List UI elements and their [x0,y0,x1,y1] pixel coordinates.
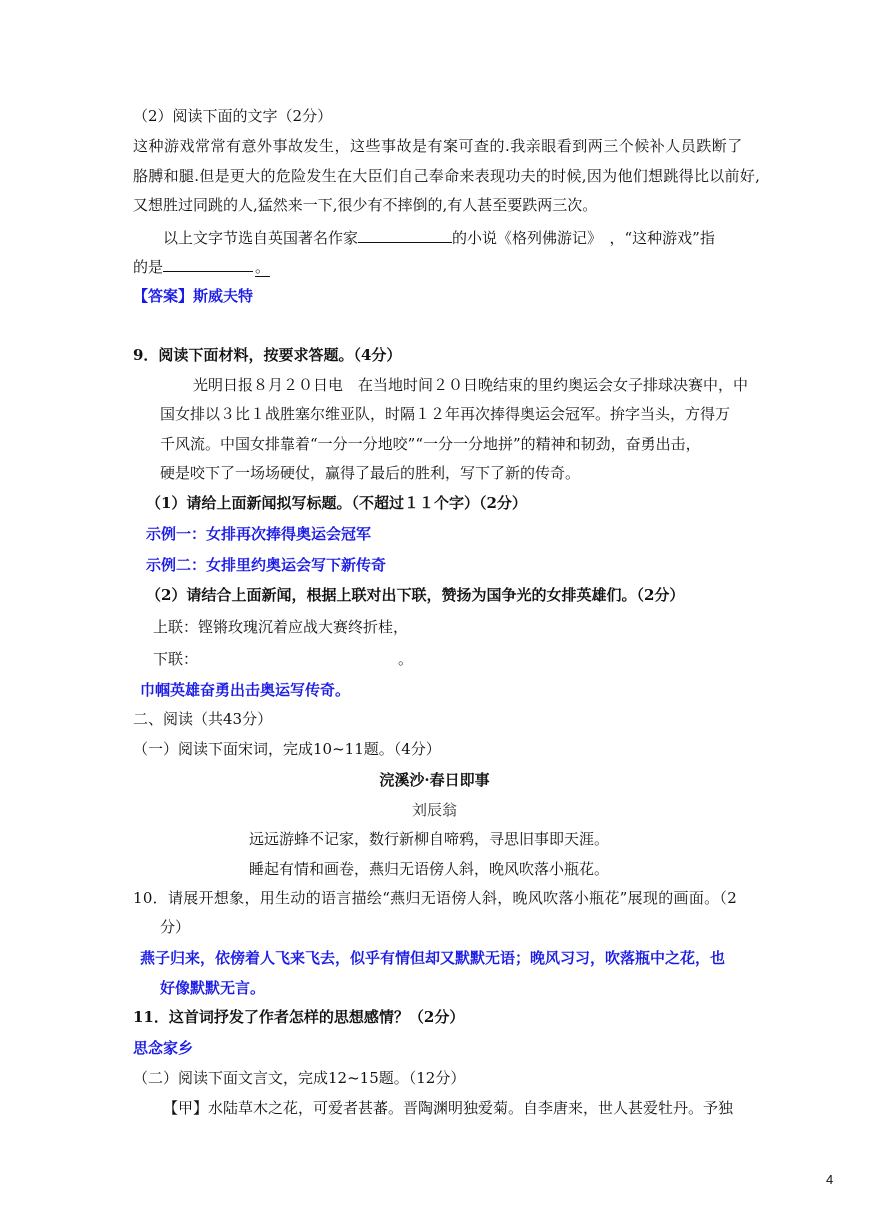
q8-question-part-d: 。 [255,258,271,276]
q8-question [163,226,715,248]
poem-line-2: 睡起有情和画卷，燕归无语傍人斜，晚风吹落小瓶花。 [249,860,610,878]
q9-lower-label: 下联： [153,650,199,668]
q9-lower-end: 。 [398,650,414,668]
q8-question-cont [133,255,270,277]
poem-author: 刘辰翁 [411,801,457,819]
q10-line-1: 10．请展开想象，用生动的语言描绘“燕归无语傍人斜，晚风吹落小瓶花”展现的画面。（2 [133,889,738,907]
q8-question-part-c: 的是 [133,258,164,276]
q11-question: 11．这首词抒发了作者怎样的思想感情？（2分） [133,1008,465,1026]
q9-sub2: （2）请结合上面新闻，根据上联对出下联，赞扬为国争光的女排英雄们。（2分） [146,586,685,604]
q8-passage-line-2: 胳膊和腿.但是更大的危险发生在大臣们自己奉命来表现功夫的时候,因为他们想跳得比以前好, [133,167,761,185]
answer-blank-game[interactable] [163,255,253,272]
q10-answer-line-2: 好像默默无言。 [160,979,266,997]
q8-question-part-b: 的小说《格列佛游记》 ，“这种游戏”指 [452,229,715,247]
section2-part2: （二）阅读下面文言文，完成12~15题。（12分） [133,1069,466,1087]
answer-blank-author[interactable] [358,226,452,243]
q9-title: 9．阅读下面材料，按要求答题。（4分） [133,346,402,364]
q9-upper-couplet: 上联：铿锵玫瑰沉着应战大赛终折桂， [153,618,409,636]
q9-news-line-1: 光明日报８月２０日电 在当地时间２０日晚结束的里约奥运会女子排球决赛中，中 [193,376,749,394]
q8-sub2-title: （2）阅读下面的文字（2分） [133,107,333,125]
page-number: 4 [826,1172,834,1187]
section2-title: 二、阅读（共43分） [133,710,273,728]
q9-news-line-3: 千风流。中国女排靠着“一分一分地咬”“一分一分地拼”的精神和韧劲，奋勇出击， [160,435,701,453]
q8-question-part-a: 以上文字节选自英国著名作家 [163,229,359,247]
q9-sub1: （1）请给上面新闻拟写标题。（不超过１１个字）（2分） [146,494,527,512]
q9-answer: 巾帼英雄奋勇出击奥运写传奇。 [140,681,351,699]
q9-example-2: 示例二：女排里约奥运会写下新传奇 [146,556,387,574]
classical-text-line-1: 【甲】水陆草木之花，可爱者甚蕃。晋陶渊明独爱菊。自李唐来，世人甚爱牡丹。予独 [163,1099,734,1117]
q8-passage-line-1: 这种游戏常常有意外事故发生，这些事故是有案可查的.我亲眼看到两三个候补人员跌断了 [133,137,743,155]
q9-news-line-4: 硬是咬下了一场场硬仗，赢得了最后的胜利，写下了新的传奇。 [160,464,581,482]
q11-answer: 思念家乡 [133,1039,194,1057]
q8-passage-line-3: 又想胜过同跳的人,猛然来一下,很少有不摔倒的,有人甚至要跌两三次。 [133,196,598,214]
q9-example-1: 示例一：女排再次捧得奥运会冠军 [146,525,372,543]
q10-answer-line-1: 燕子归来，依傍着人飞来飞去，似乎有情但却又默默无语；晚风习习，吹落瓶中之花，也 [140,949,726,967]
q8-answer: 【答案】斯威夫特 [133,287,254,305]
poem-title: 浣溪沙·春日即事 [379,771,490,789]
poem-line-1: 远远游蜂不记家，数行新柳自啼鸦，寻思旧事即天涯。 [249,830,610,848]
q9-news-line-2: 国女排以３比１战胜塞尔维亚队，时隔１２年再次捧得奥运会冠军。拚字当头，方得万 [160,405,731,423]
q10-line-2: 分） [160,918,191,936]
q9-lower-couplet [153,649,413,669]
section2-part1: （一）阅读下面宋词，完成10~11题。（4分） [133,740,441,758]
